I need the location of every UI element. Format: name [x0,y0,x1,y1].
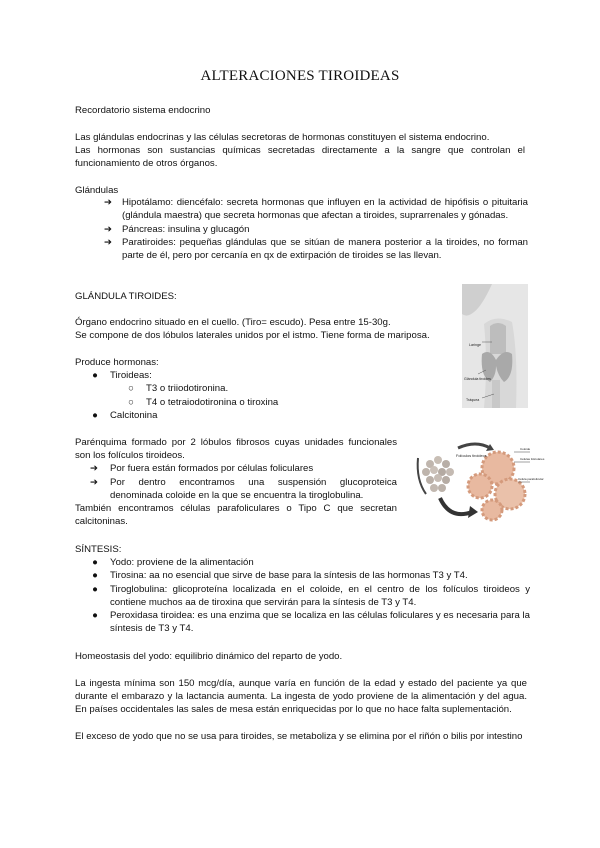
paragraph: Las hormonas son sustancias químicas secretadas directamente a la sangre que controlan el funcionamiento de otros órganos. [75,145,525,170]
list-item: Páncreas: insulina y glucagón [122,224,250,235]
list-item: Yodo: proviene de la alimentación [110,557,254,568]
label-laringe: Laringe [469,343,481,347]
paragraph: Parénquima formado por 2 lóbulos fibrosos cuyas unidades funcionales son los folículos tiroideos. [75,437,397,462]
section-heading-sintesis: SÍNTESIS: [75,544,122,555]
subheading-hormonas: Produce hormonas: [75,357,159,368]
thyroid-neck-illustration [462,284,528,408]
bullet-icon: ● [92,610,98,621]
arrow-bullet-icon: ➔ [90,463,99,474]
circle-bullet-icon: ○ [128,383,134,394]
arrow-bullet-icon: ➔ [104,197,113,208]
paragraph: Se compone de dos lóbulos laterales unidos por el istmo. Tiene forma de mariposa. [75,330,430,341]
section-heading-tiroides: GLÁNDULA TIROIDES: [75,291,177,302]
label-traquea: Tráquea [466,398,480,402]
paragraph: También encontramos células parafoliculares o Tipo C que secretan calcitoninas. [75,503,397,528]
list-item: Por dentro encontramos una suspensión glucoproteica denominada coloide en la que se encuentra la tiroglobulina. [110,477,397,502]
list-item: T4 o tetraiodotironina o tiroxina [146,397,279,408]
thyroid-follicle-illustration [406,436,545,526]
arrow-bullet-icon: ➔ [104,224,113,235]
bullet-icon: ● [92,584,98,595]
page-title: ALTERACIONES TIROIDEAS [200,68,400,84]
list-item: Tiroglobulina: glicoproteína localizada en el coloide, en el centro de los folículos tiroideos y contiene muchos aa de tiroxina que servirán para la síntesis de T3 y T4. [110,584,530,609]
list-item: Hipotálamo: diencéfalo: secreta hormonas que influyen en la actividad de hipófisis o pituitaria (glándula maestra) que secreta hormonas que afectan a tiroides, suprarrenales y gónadas. [122,197,528,222]
bullet-icon: ● [92,410,98,421]
bullet-icon: ● [92,370,98,381]
label-coloide: Coloide [520,447,531,451]
list-item: T3 o triiodotironina. [146,383,229,394]
section-heading-recordatorio: Recordatorio sistema endocrino [75,105,211,116]
label-celulas-foliculares: Células foliculares [520,457,545,461]
arrow-bullet-icon: ➔ [104,237,113,248]
list-item: Calcitonina [110,410,158,421]
paragraph: El exceso de yodo que no se usa para tiroides, se metaboliza y se elimina por el riñón o bilis por intestino [75,731,523,742]
list-item: Paratiroides: pequeñas glándulas que se sitúan de manera posterior a la tiroides, no forman parte de él, pero por cercanía en qx de extirpación de tiroides se las llevan. [122,237,528,262]
list-item: Tiroideas: [110,370,152,381]
paragraph: Las glándulas endocrinas y las células secretoras de hormonas constituyen el sistema endocrino. [75,132,490,143]
list-item: Peroxidasa tiroidea: es una enzima que se localiza en las células foliculares y es necesaria para la síntesis de T3 y T4. [110,610,530,635]
circle-bullet-icon: ○ [128,397,134,408]
section-heading-glandulas: Glándulas [75,185,119,196]
section-heading-homeostasis: Homeostasis del yodo: equilibrio dinámico del reparto de yodo. [75,651,343,662]
bullet-icon: ● [92,557,98,568]
list-item: Tirosina: aa no esencial que sirve de base para la síntesis de las hormonas T3 y T4. [110,570,468,581]
bullet-icon: ● [92,570,98,581]
list-item: Por fuera están formados por células foliculares [110,463,314,474]
arrow-bullet-icon: ➔ [90,477,99,488]
label-celula-parafolicular: Célula parafolicular [518,477,544,481]
label-glandula-tiroides: Glándula tiroides [464,377,491,381]
label-foliculos-tiroideos: Folículos tiroideos [456,454,487,458]
paragraph: La ingesta mínima son 150 mcg/día, aunque varía en función de la edad y estado del paciente ya que durante el embarazo y la lactancia aumenta. La ingesta de yodo proviene de la alimentación y del agua. En países occidentales las sales de mesa están enriquecidas por lo que no hace falta suplementación. [75,678,527,716]
paragraph: Órgano endocrino situado en el cuello. (Tiro= escudo). Pesa entre 15-30g. [75,317,391,328]
